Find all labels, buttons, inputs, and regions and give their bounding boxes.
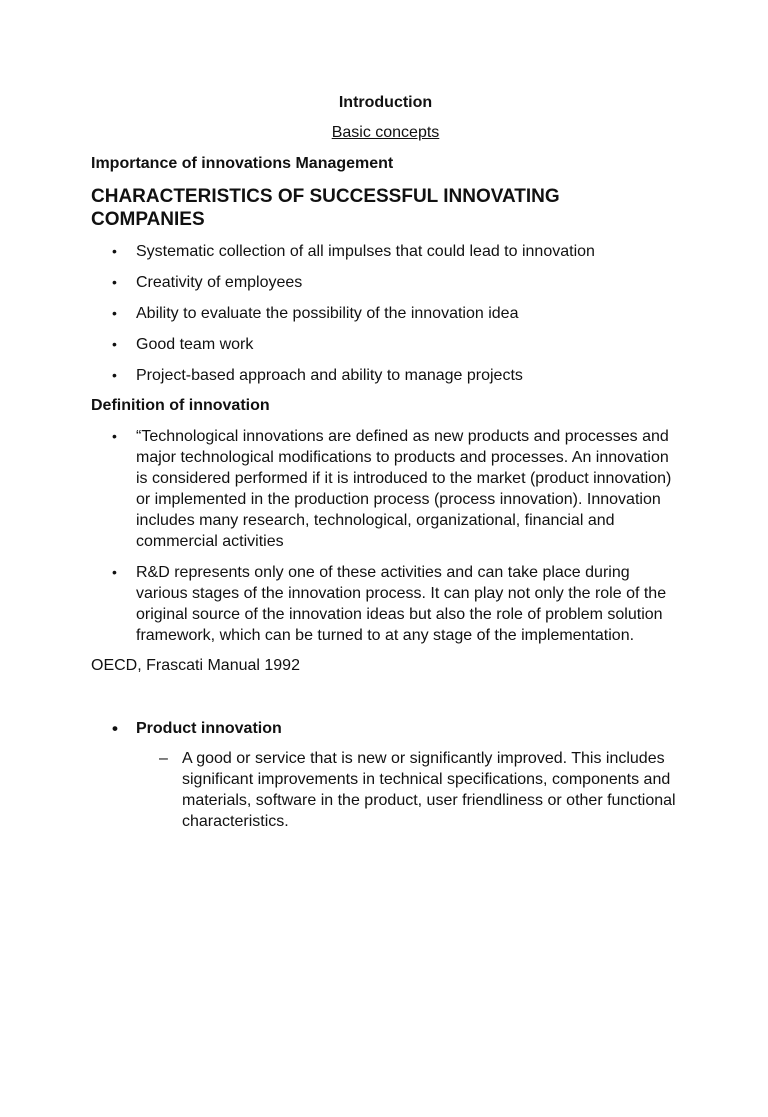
list-item-text: Ability to evaluate the possibility of the innovation idea [136, 305, 519, 322]
bullet-icon: • [112, 305, 117, 321]
list-item [91, 562, 680, 646]
list-item [91, 241, 680, 262]
bullet-icon: • [112, 428, 117, 444]
list-item-text: “Technological innovations are defined as new products and processes and major technological modifications to products and processes. An innovation is considered performed if it is introduced to the market (product innovation) or implemented in the production process (process innovation). Innovation includes many research, technological, organizational, financial and commercial activities [136, 428, 672, 550]
list-item-text: Creativity of employees [136, 274, 303, 291]
product-description-text: A good or service that is new or significantly improved. This includes significant improvements in technical specifications, components and materials, software in the product, user friendliness or other functional characteristics. [182, 750, 676, 830]
page-subtitle: Basic concepts [331, 124, 440, 141]
definition-list [91, 426, 680, 646]
list-item [91, 303, 680, 324]
list-item-text: Good team work [136, 336, 254, 353]
definition-heading: Definition of innovation [91, 397, 270, 414]
list-item [91, 334, 680, 355]
page-title: Introduction [338, 94, 433, 111]
product-heading: Product innovation [136, 720, 282, 737]
bullet-icon: • [112, 243, 117, 259]
document-page [0, 93, 768, 1117]
dash-icon: – [159, 750, 168, 767]
source-citation: OECD, Frascati Manual 1992 [91, 657, 300, 674]
characteristics-heading: CHARACTERISTICS OF SUCCESSFUL INNOVATING COMPANIES [91, 186, 560, 230]
list-item-text: Systematic collection of all impulses that could lead to innovation [136, 243, 595, 260]
characteristics-list [91, 241, 680, 386]
bullet-icon: • [112, 564, 117, 580]
list-item [91, 718, 680, 739]
bullet-icon: • [112, 719, 118, 738]
bullet-icon: • [112, 274, 117, 290]
importance-heading: Importance of innovations Management [91, 155, 394, 172]
list-item-text: R&D represents only one of these activities and can take place during various stages of the innovation process. It can play not only the role of the original source of the innovation ideas but also the role of problem solution framework, which can be turned to at any stage of the implementation. [136, 564, 667, 644]
bullet-icon: • [112, 336, 117, 352]
product-list [91, 718, 680, 739]
list-item [91, 365, 680, 386]
list-item [91, 272, 680, 293]
list-item-text: Project-based approach and ability to manage projects [136, 367, 523, 384]
bullet-icon: • [112, 367, 117, 383]
product-description [91, 748, 680, 832]
list-item [91, 426, 680, 552]
